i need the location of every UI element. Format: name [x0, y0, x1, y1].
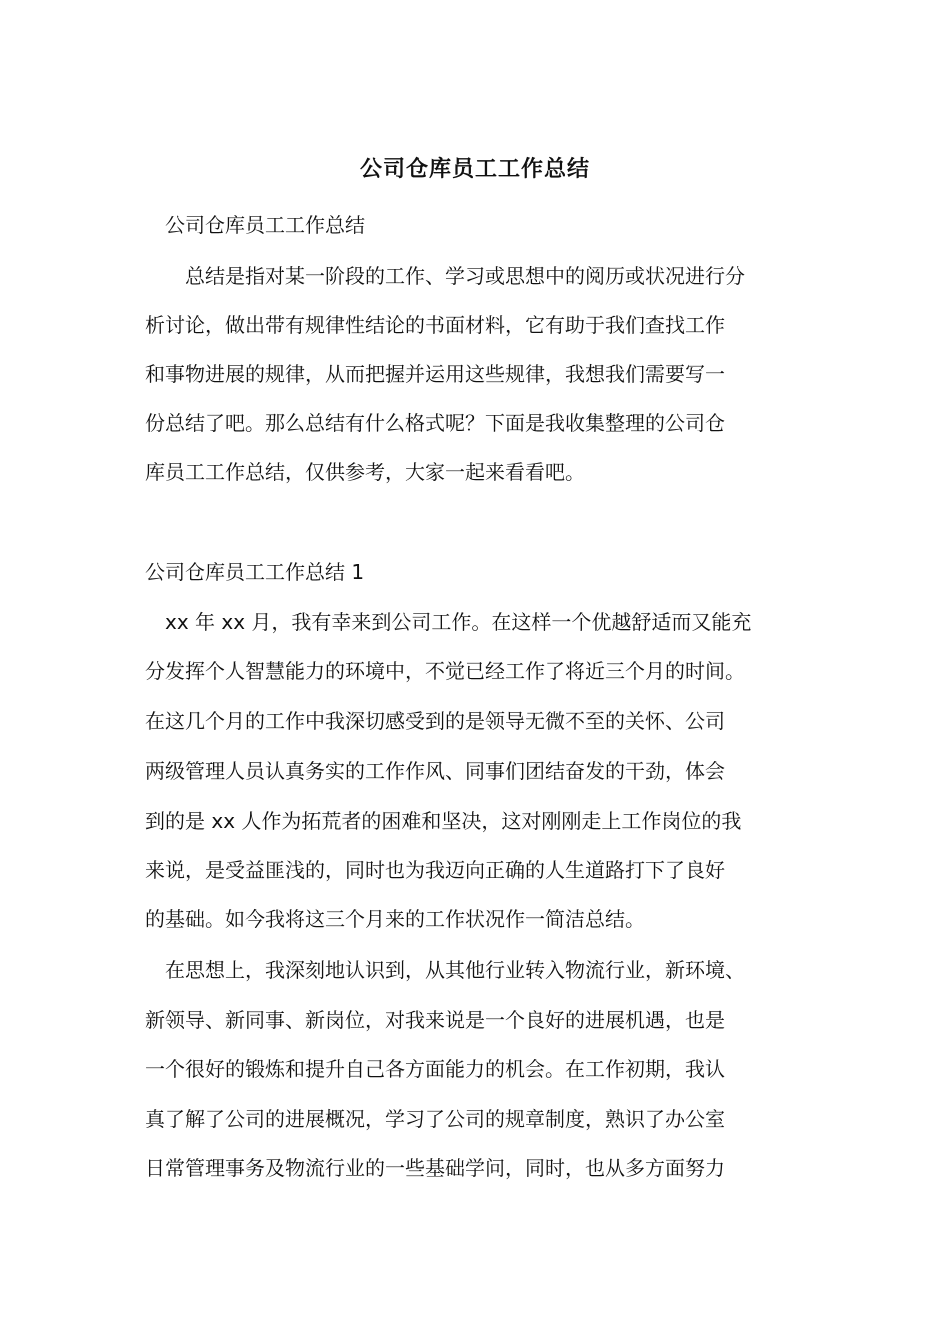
paragraph-line: 真了解了公司的进展概况，学习了公司的规章制度，熟识了办公室 [145, 1107, 725, 1131]
paragraph-line: 一个很好的锻炼和提升自己各方面能力的机会。在工作初期，我认 [145, 1057, 725, 1081]
paragraph-line: 总结是指对某一阶段的工作、学习或思想中的阅历或状况进行分 [145, 264, 745, 288]
paragraph-line: 在思想上，我深刻地认识到，从其他行业转入物流行业，新环境、 [145, 958, 745, 982]
paragraph-line: 和事物进展的规律，从而把握并运用这些规律，我想我们需要写一 [145, 362, 725, 386]
paragraph-line: 的基础。如今我将这三个月来的工作状况作一简洁总结。 [145, 907, 645, 931]
paragraph-line: 在这几个月的工作中我深切感受到的是领导无微不至的关怀、公司 [145, 709, 725, 733]
paragraph-line: 日常管理事务及物流行业的一些基础学问，同时，也从多方面努力 [145, 1156, 725, 1180]
paragraph-line: 份总结了吧。那么总结有什么格式呢？下面是我收集整理的公司仓 [145, 411, 725, 435]
paragraph-line: 新领导、新同事、新岗位，对我来说是一个良好的进展机遇，也是 [145, 1008, 725, 1032]
subtitle-line: 公司仓库员工工作总结 [145, 213, 365, 237]
document-title: 公司仓库员工工作总结 [359, 157, 590, 182]
paragraph-line: 分发挥个人智慧能力的环境中，不觉已经工作了将近三个月的时间。 [145, 659, 745, 683]
paragraph-line: 析讨论，做出带有规律性结论的书面材料，它有助于我们查找工作 [145, 313, 725, 337]
paragraph-line: 库员工工作总结，仅供参考，大家一起来看看吧。 [145, 460, 585, 484]
section-heading: 公司仓库员工工作总结 1 [145, 560, 365, 584]
paragraph-line: 到的是 xx 人作为拓荒者的困难和坚决，这对刚刚走上工作岗位的我 [145, 809, 742, 833]
paragraph-line: xx 年 xx 月，我有幸来到公司工作。在这样一个优越舒适而又能充 [145, 610, 752, 634]
paragraph-line: 来说，是受益匪浅的，同时也为我迈向正确的人生道路打下了良好 [145, 858, 725, 882]
paragraph-line: 两级管理人员认真务实的工作作风、同事们团结奋发的干劲，体会 [145, 759, 725, 783]
